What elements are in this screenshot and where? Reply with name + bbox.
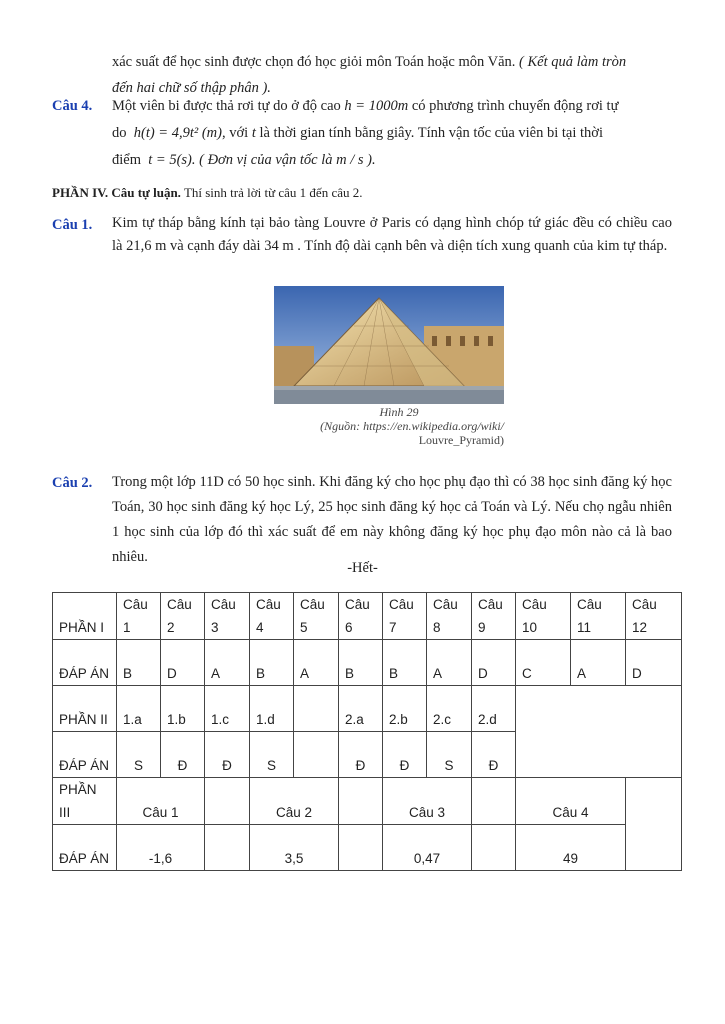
table-cell: D (626, 640, 682, 686)
table-cell: S (427, 732, 472, 778)
table-empty-cell (339, 825, 383, 871)
answer-label: ĐÁP ÁN (53, 640, 117, 686)
table-cell: 2.c (427, 686, 472, 732)
table-cell: Câu 4 (516, 778, 626, 825)
table-cell: Câu 7 (383, 593, 427, 640)
table-cell (294, 732, 339, 778)
part-4-instructions: Thí sinh trả lời từ câu 1 đến câu 2. (183, 185, 363, 200)
table-cell: Đ (205, 732, 250, 778)
table-cell: B (383, 640, 427, 686)
q4-text-b: có phương trình chuyển động rơi tự (411, 98, 619, 114)
q4-text-c: do (112, 125, 127, 141)
part-4-heading (52, 183, 362, 203)
table-empty-cell (516, 686, 682, 778)
problem-1-label: Câu 1. (52, 217, 93, 233)
problem-1-text: Kim tự tháp bằng kính tại bảo tàng Louvre ở Paris có dạng hình chóp tứ giác đều có chiều cao là 21,6 m và cạnh đáy dài 34 m . Tính độ dài cạnh bên và diện tích xung quanh của kim tự tháp. (112, 215, 672, 254)
part2-question-row (53, 686, 682, 732)
table-cell: 1.c (205, 686, 250, 732)
table-cell: B (250, 640, 294, 686)
table-cell: D (472, 640, 516, 686)
answer-table (52, 592, 682, 871)
q4-text-a: Một viên bi được thả rơi tự do ở độ cao (112, 98, 341, 114)
table-cell: 0,47 (383, 825, 472, 871)
table-cell: Câu 2 (250, 778, 339, 825)
table-cell: -1,6 (117, 825, 205, 871)
table-cell: Câu 11 (571, 593, 626, 640)
table-cell: Đ (161, 732, 205, 778)
table-cell: 1.b (161, 686, 205, 732)
table-cell: Câu 4 (250, 593, 294, 640)
q4-time-value: t = 5(s) (148, 152, 192, 168)
table-cell: Câu 6 (339, 593, 383, 640)
table-cell: D (161, 640, 205, 686)
part1-question-row (53, 593, 682, 640)
problem-2-text: Trong một lớp 11D có 50 học sinh. Khi đăng ký cho học phụ đạo thì có 38 học sinh đăng ký học Toán, 30 học sinh đăng ký học Lý, 25 học sinh đăng ký học cả Toán và Lý. Nếu chọ ngẫu nhiên 1 học sinh của lớp đó thì xác suất để em này không đăng ký học phụ đạo môn nào cả là bao nhiêu. (112, 474, 672, 565)
question-4-label: Câu 4. (52, 98, 93, 114)
table-cell: Câu 3 (383, 778, 472, 825)
table-empty-cell (205, 778, 250, 825)
table-cell: A (294, 640, 339, 686)
q4-equation: h(t) = 4,9t² (m) (133, 125, 222, 141)
figure-caption (274, 405, 504, 447)
rounding-note: ( Kết quả làm tròn (519, 54, 627, 70)
table-cell: A (205, 640, 250, 686)
table-empty-cell (472, 825, 516, 871)
table-cell: 2.b (383, 686, 427, 732)
rounding-note-2: đến hai chữ số thập phân ). (112, 80, 271, 96)
q4-height: h = 1000m (344, 98, 409, 114)
table-cell: B (339, 640, 383, 686)
table-cell: Câu 1 (117, 593, 161, 640)
table-cell: 3,5 (250, 825, 339, 871)
end-mark: -Hết- (347, 560, 378, 576)
table-empty-cell (205, 825, 250, 871)
prev-question-text: xác suất để học sinh được chọn đó học giỏi môn Toán hoặc môn Văn. (112, 54, 516, 70)
figure-source-line-1: (Nguồn: https://en.wikipedia.org/wiki/ (320, 419, 504, 433)
table-cell: A (427, 640, 472, 686)
part2-label: PHẦN II (53, 686, 117, 732)
table-cell: Câu 9 (472, 593, 516, 640)
q4-text-e: là thời gian tính bằng giây. Tính vận tốc của viên bi tại thời (259, 125, 603, 141)
part3-label: PHẦN III (53, 778, 117, 825)
table-cell: 2.d (472, 686, 516, 732)
table-cell: C (516, 640, 571, 686)
table-cell (294, 686, 339, 732)
answer-label: ĐÁP ÁN (53, 825, 117, 871)
table-cell: Câu 12 (626, 593, 682, 640)
table-empty-cell (626, 778, 682, 871)
figure-source-line-2: Louvre_Pyramid) (418, 433, 504, 447)
table-cell: Đ (339, 732, 383, 778)
part1-answer-row (53, 640, 682, 686)
table-cell: 1.a (117, 686, 161, 732)
table-cell: A (571, 640, 626, 686)
q4-text-d: , với (221, 125, 249, 141)
q4-text-f: điểm (112, 152, 141, 168)
table-cell: Câu 3 (205, 593, 250, 640)
table-cell: 1.d (250, 686, 294, 732)
louvre-pyramid-photo (274, 286, 504, 404)
q4-t-var: t (251, 125, 256, 141)
answer-label: ĐÁP ÁN (53, 732, 117, 778)
part1-label: PHẦN I (53, 593, 117, 640)
problem-2-label: Câu 2. (52, 475, 93, 491)
table-empty-cell (472, 778, 516, 825)
figure-title: Hình 29 (379, 405, 419, 419)
part3-answer-row (53, 825, 682, 871)
table-cell: S (117, 732, 161, 778)
q4-unit-note: . ( Đơn vị của vận tốc là m / s ). (191, 152, 376, 168)
table-cell: Câu 1 (117, 778, 205, 825)
part3-question-row (53, 778, 682, 825)
part-4-title: PHẦN IV. Câu tự luận. (52, 185, 181, 200)
table-cell: Đ (383, 732, 427, 778)
table-cell: Câu 2 (161, 593, 205, 640)
table-empty-cell (339, 778, 383, 825)
table-cell: 2.a (339, 686, 383, 732)
table-cell: Câu 5 (294, 593, 339, 640)
table-cell: Câu 8 (427, 593, 472, 640)
table-cell: B (117, 640, 161, 686)
table-cell: S (250, 732, 294, 778)
table-cell: Câu 10 (516, 593, 571, 640)
question-4-text (112, 93, 672, 174)
table-cell: Đ (472, 732, 516, 778)
table-cell: 49 (516, 825, 626, 871)
